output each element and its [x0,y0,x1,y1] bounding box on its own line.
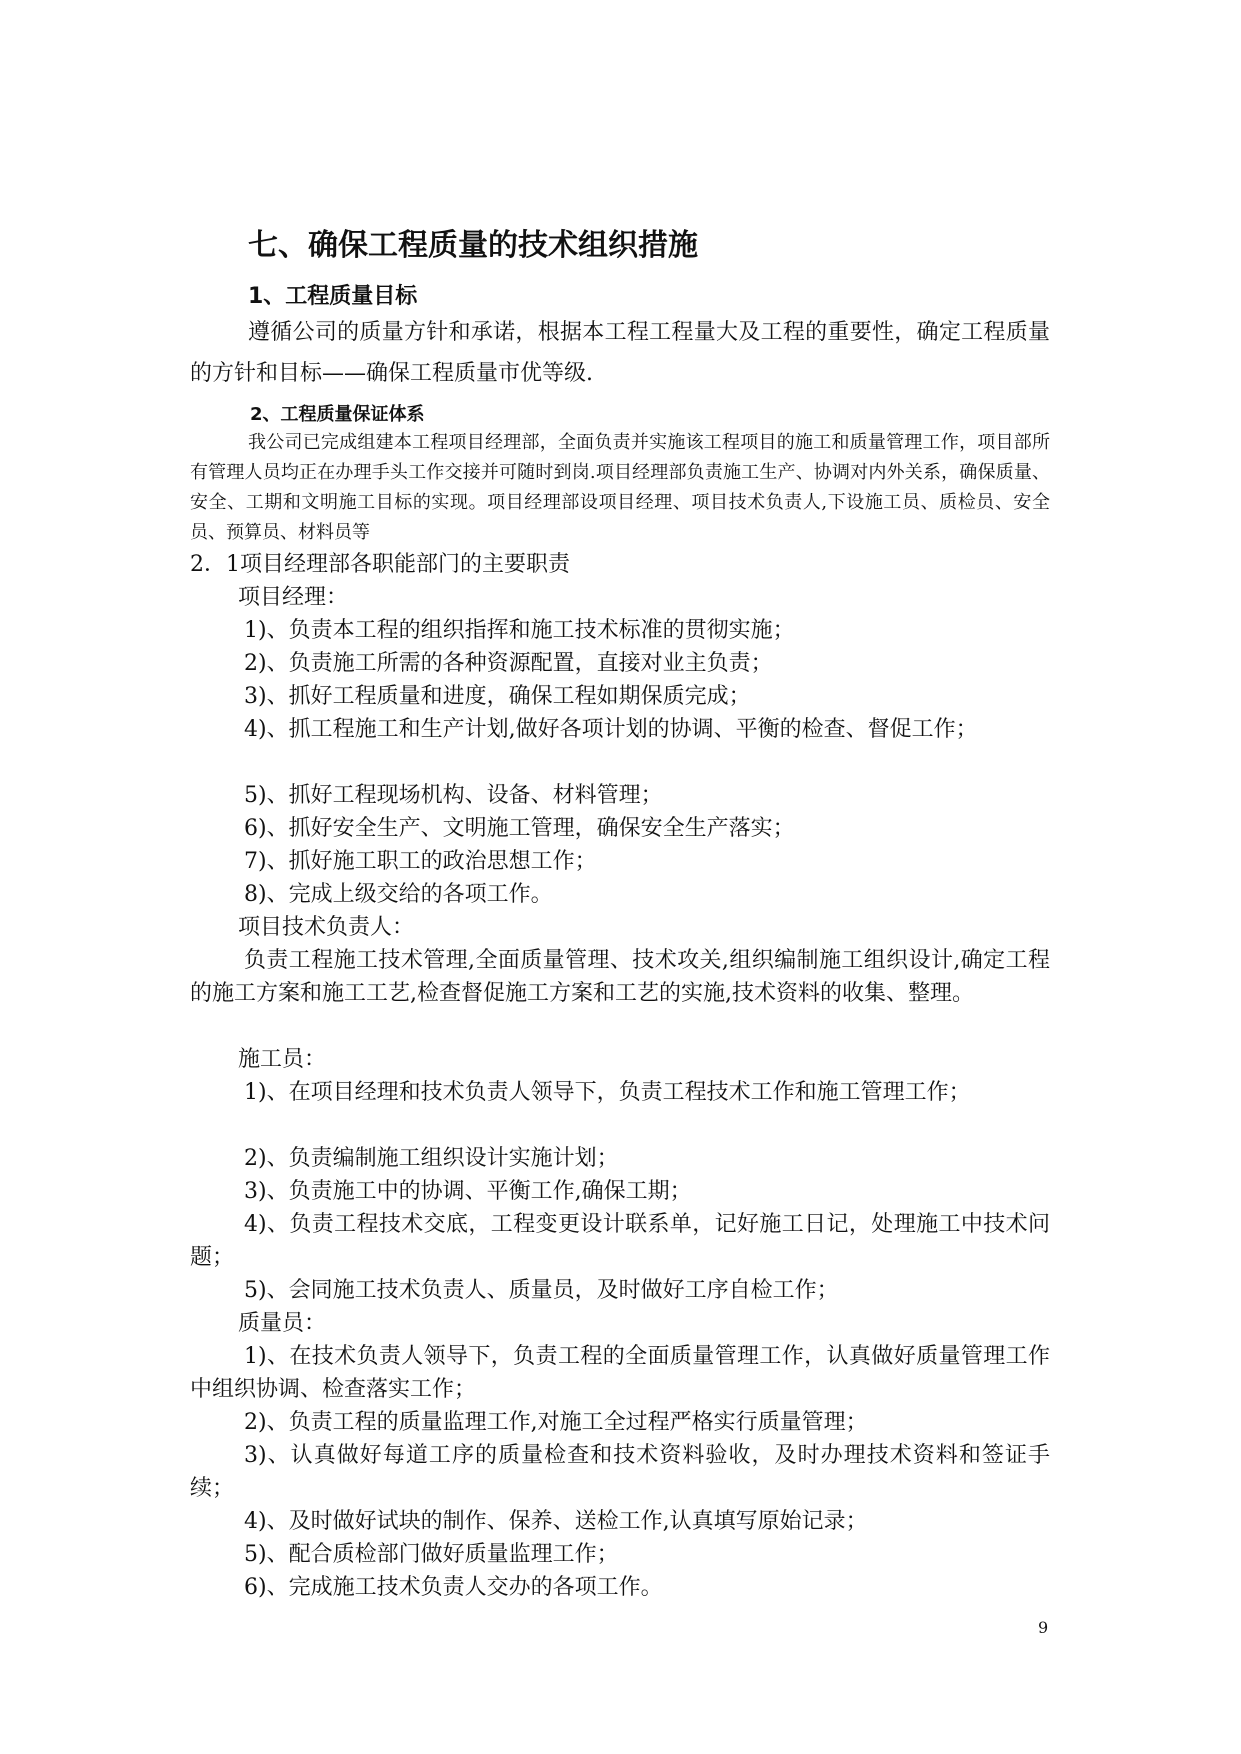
quality-item-1: 1)、在技术负责人领导下，负责工程的全面质量管理工作，认真做好质量管理工作中组织协调、检查落实工作； [190,1344,1050,1402]
pm-item-8: 8)、完成上级交给的各项工作。 [244,882,553,907]
page-number: 9 [1038,1618,1049,1637]
pm-item-7: 7)、抓好施工职工的政治思想工作； [244,849,597,874]
pm-item-4: 4)、抓工程施工和生产计划,做好各项计划的协调、平衡的检查、督促工作； [244,717,978,742]
quality-item-4: 4)、及时做好试块的制作、保养、送检工作,认真填写原始记录； [244,1509,868,1534]
pm-item-3: 3)、抓好工程质量和进度，确保工程如期保质完成； [244,684,751,709]
pm-item-1: 1)、负责本工程的组织指挥和施工技术标准的贯彻实施； [244,618,795,643]
pm-item-2: 2)、负责施工所需的各种资源配置，直接对业主负责； [244,651,773,676]
quality-label: 质量员： [238,1311,327,1336]
chapter-title: 七、确保工程质量的技术组织措施 [248,228,698,263]
tech-text: 负责工程施工技术管理,全面质量管理、技术攻关,组织编制施工组织设计,确定工程的施工方案和施工工艺,检查督促施工方案和工艺的实施,技术资料的收集、整理。 [190,948,1050,1006]
worker-item-2: 2)、负责编制施工组织设计实施计划； [244,1146,619,1171]
section-2-text: 我公司已完成组建本工程项目经理部，全面负责并实施该工程项目的施工和质量管理工作，项目部所有管理人员均正在办理手头工作交接并可随时到岗.项目经理部负责施工生产、协调对内外关系，确保质量、安全、工期和文明施工目标的实现。项目经理部设项目经理、项目技术负责人,下设施工员、质检员、安全员、预算员、材料员等 [190,432,1050,543]
worker-item-5: 5)、会同施工技术负责人、质量员，及时做好工序自检工作； [244,1278,839,1303]
quality-item-2: 2)、负责工程的质量监理工作,对施工全过程严格实行质量管理； [244,1410,868,1435]
pm-item-6: 6)、抓好安全生产、文明施工管理，确保安全生产落实； [244,816,795,841]
section-1-text: 遵循公司的质量方针和承诺，根据本工程工程量大及工程的重要性，确定工程质量的方针和目标——确保工程质量市优等级. [190,320,1050,386]
worker-item-3: 3)、负责施工中的协调、平衡工作,确保工期； [244,1179,692,1204]
pm-label: 项目经理： [238,585,349,610]
subsection-2-1-heading: 2．1项目经理部各职能部门的主要职责 [190,552,570,577]
tech-label: 项目技术负责人： [238,915,415,940]
section-1-heading: 1、工程质量目标 [248,284,418,309]
pm-item-5: 5)、抓好工程现场机构、设备、材料管理； [244,783,663,808]
worker-item-1: 1)、在项目经理和技术负责人领导下，负责工程技术工作和施工管理工作； [244,1080,971,1105]
worker-label: 施工员： [238,1047,327,1072]
quality-item-6: 6)、完成施工技术负责人交办的各项工作。 [244,1575,663,1600]
section-2-heading: 2、工程质量保证体系 [250,404,425,425]
quality-item-3: 3)、认真做好每道工序的质量检查和技术资料验收，及时办理技术资料和签证手续； [190,1443,1050,1501]
quality-item-5: 5)、配合质检部门做好质量监理工作； [244,1542,619,1567]
worker-item-4: 4)、负责工程技术交底，工程变更设计联系单，记好施工日记，处理施工中技术问题； [190,1212,1050,1270]
